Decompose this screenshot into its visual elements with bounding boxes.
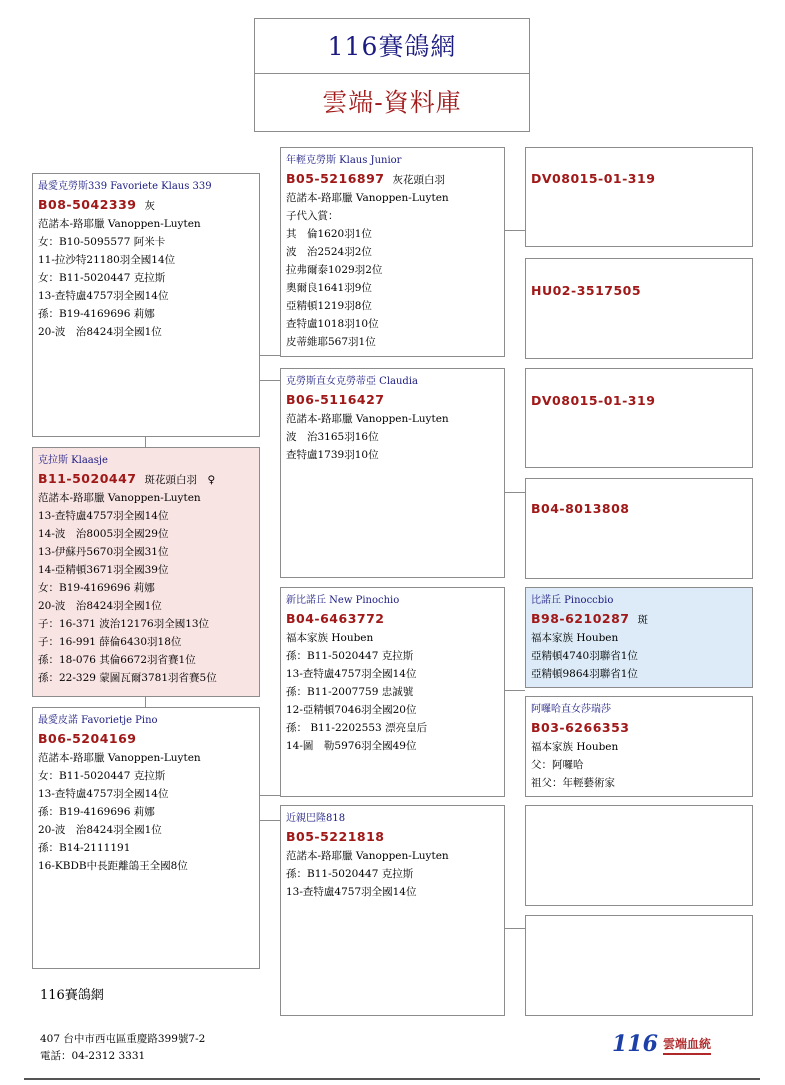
info-line: 14-圖 勒5976羽全國49位 [286,740,417,752]
connector-line [504,492,525,493]
grandparent-card [280,368,505,578]
info-line: 范諾本-路耶臘 Vanoppen-Luyten [38,492,201,504]
info-line: 子：16-991 薛倫6430羽18位 [38,636,182,648]
ring-number: B06-5204169 [38,731,137,746]
info-line: 子：16-371 波治12176羽全國13位 [38,618,210,630]
ancestor-card [525,258,753,359]
info-line: 奧爾良1641羽9位 [286,282,372,294]
ancestor-card-empty [525,805,753,906]
connector-line [504,928,525,929]
info-line: 范諾本-路耶臘 Vanoppen-Luyten [38,752,201,764]
info-line: 福本家族 Houben [531,741,619,753]
ring-number: B98-6210287 [531,611,630,626]
ring-number: B08-5042339 [38,197,137,212]
ring-number: DV08015-01-319 [531,171,656,186]
site-title: 116賽鴿網 [254,18,530,74]
info-line: 13-查特盧4757羽全國14位 [38,510,169,522]
info-line: 14-亞精頓3671羽全國39位 [38,564,169,576]
ring-number: B03-6266353 [531,720,630,735]
pigeon-name: 最愛皮諾 Favorietje Pino [38,715,158,726]
info-line: 20-波 治8424羽全國1位 [38,326,162,338]
info-line: 福本家族 Houben [531,632,619,644]
connector-line [259,820,281,821]
info-line: 查特盧1018羽10位 [286,318,379,330]
pigeon-name: 近親巴隆818 [286,813,346,824]
pigeon-name: 克勞斯直女克勞蒂亞 Claudia [286,376,418,387]
connector-line [259,795,281,796]
ring-number: HU02-3517505 [531,283,642,298]
color-note: 灰花頭白羽 [392,174,445,186]
info-line: 波 治2524羽2位 [286,246,372,258]
info-line: 女：B19-4169696 莉娜 [38,582,155,594]
info-line: 孫：B19-4169696 莉娜 [38,308,155,320]
info-line: 20-波 治8424羽全國1位 [38,824,162,836]
pigeon-name: 阿囉哈直女莎瑞莎 [531,704,611,715]
ring-number: B11-5020447 [38,471,137,486]
ancestor-card [525,368,753,468]
pigeon-name: 比諾丘 Pinoccbio [531,595,614,606]
info-line: 12-亞精頓7046羽全國20位 [286,704,417,716]
grandparent-card [280,147,505,357]
info-line: 孫：18-076 其倫6672羽省賽1位 [38,654,196,666]
footer-phone: 電話：04-2312 3331 [40,1050,146,1062]
info-line: 父：阿囉哈 [531,759,584,771]
database-subtitle: 雲端-資料庫 [254,73,530,132]
info-line: 范諾本-路耶臘 Vanoppen-Luyten [286,850,449,862]
ancestor-card [525,478,753,579]
brand-logo[interactable] [612,1031,711,1055]
info-line: 13-查特盧4757羽全國14位 [286,886,417,898]
ancestor-card [525,147,753,247]
connector-line [145,697,146,707]
info-line: 范諾本-路耶臘 Vanoppen-Luyten [38,218,201,230]
pigeon-name: 年輕克勞斯 Klaus Junior [286,155,402,166]
info-line: 亞精頓1219羽8位 [286,300,372,312]
ring-number: B05-5221818 [286,829,385,844]
connector-line [259,355,281,356]
info-line: 范諾本-路耶臘 Vanoppen-Luyten [286,192,449,204]
info-line: 孫：B11-5020447 克拉斯 [286,650,414,662]
info-line: 20-波 治8424羽全國1位 [38,600,162,612]
info-line: 孫：22-329 蒙圖瓦爾3781羽省賽5位 [38,672,217,684]
info-line: 范諾本-路耶臘 Vanoppen-Luyten [286,413,449,425]
info-line: 子代入賞： [286,210,339,222]
logo-number: 116 [612,1031,658,1057]
ring-number: B05-5216897 [286,171,385,186]
info-line: 查特盧1739羽10位 [286,449,379,461]
info-line: 孫： B11-2202553 漂亮皇后 [286,722,428,734]
info-line: 女：B11-5020447 克拉斯 [38,770,166,782]
info-line: 孫：B11-2007759 忠誠號 [286,686,414,698]
info-line: 女：B11-5020447 克拉斯 [38,272,166,284]
info-line: 孫：B14-2111191 [38,842,131,854]
ring-number: B04-6463772 [286,611,385,626]
info-line: 亞精頓4740羽聯省1位 [531,650,638,662]
dam-card [32,447,260,697]
info-line: 拉弗爾泰1029羽2位 [286,264,383,276]
connector-line [145,437,146,447]
footer-site-name: 116賽鴿網 [40,988,104,1003]
info-line: 14-波 治8005羽全國29位 [38,528,169,540]
info-line: 13-伊蘇丹5670羽全國31位 [38,546,169,558]
info-line: 16-KBDB中長距離鴿王全國8位 [38,860,188,872]
info-line: 皮蒂維耶567羽1位 [286,336,376,348]
info-line: 13-查特盧4757羽全國14位 [38,788,169,800]
ring-number: B04-8013808 [531,501,630,516]
info-line: 波 治3165羽16位 [286,431,379,443]
connector-line [504,230,525,231]
ring-number: B06-5116427 [286,392,385,407]
ancestor-card [525,696,753,797]
third-card [32,707,260,969]
pigeon-name: 克拉斯 Klaasje [38,455,108,466]
info-line: 11-拉沙特21180羽全國14位 [38,254,176,266]
ring-number: DV08015-01-319 [531,393,656,408]
color-note: 斑花頭白羽 ♀ [144,474,216,486]
pigeon-name: 新比諾丘 New Pinochio [286,595,400,606]
connector-line [259,380,281,381]
info-line: 福本家族 Houben [286,632,374,644]
info-line: 亞精頓9864羽聯省1位 [531,668,638,680]
connector-line [504,690,525,691]
grandparent-card [280,587,505,797]
info-line: 孫：B19-4169696 莉娜 [38,806,155,818]
info-line: 女：B10-5095577 阿米卡 [38,236,166,248]
info-line: 孫：B11-5020447 克拉斯 [286,868,414,880]
color-note: 斑 [637,614,648,626]
info-line: 其 倫1620羽1位 [286,228,372,240]
ancestor-card-empty [525,915,753,1016]
info-line: 13-查特盧4757羽全國14位 [38,290,169,302]
grandparent-card [280,805,505,1016]
pigeon-name: 最愛克勞斯339 Favoriete Klaus 339 [38,181,212,192]
bottom-divider [24,1078,760,1080]
sire-card [32,173,260,437]
info-line: 祖父：年輕藝術家 [531,777,615,789]
color-note: 灰 [144,200,155,212]
info-line: 13-查特盧4757羽全國14位 [286,668,417,680]
footer-contact [40,1031,205,1065]
footer-address: 407 台中市西屯區重慶路399號7-2 [40,1033,206,1045]
logo-text: 雲端血統 [663,1035,711,1055]
ancestor-card [525,587,753,688]
